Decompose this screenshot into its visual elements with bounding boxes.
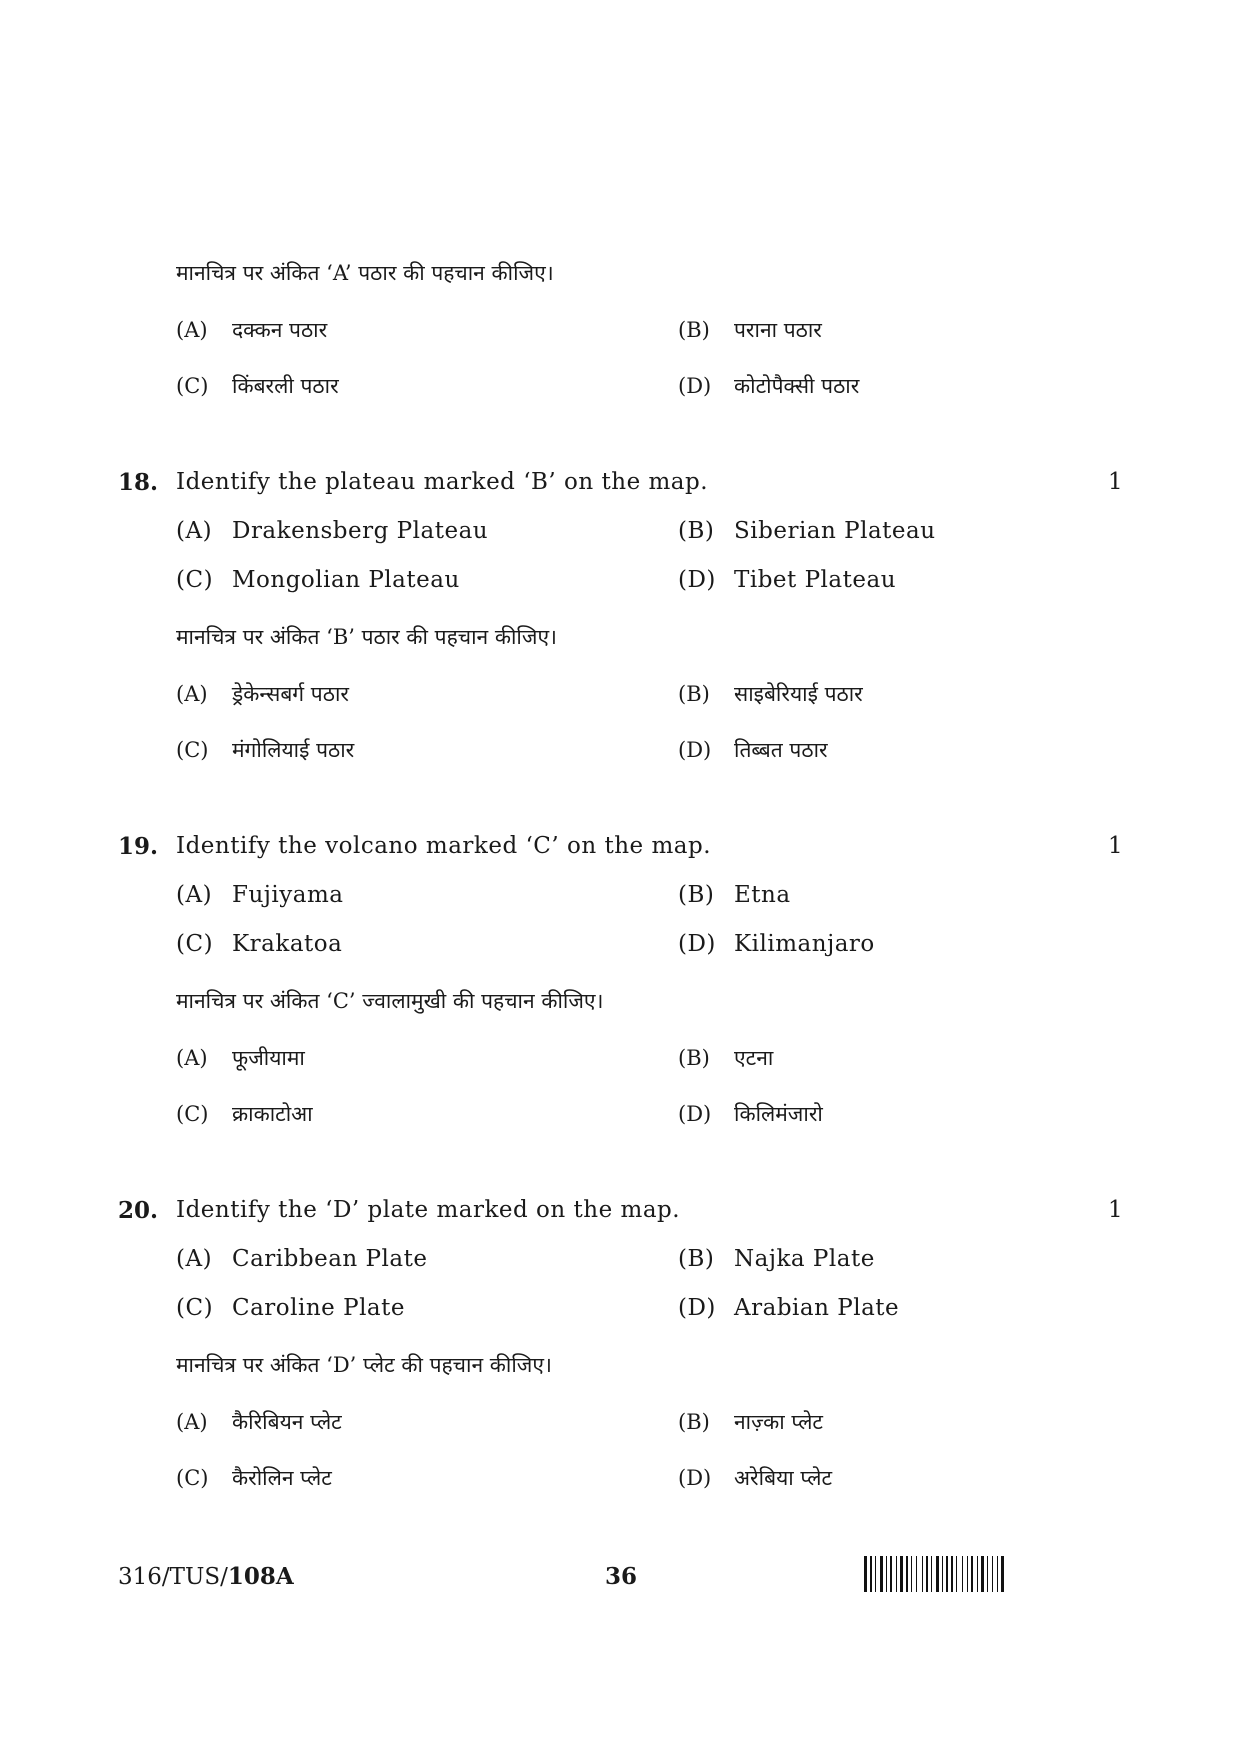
option-text: किंबरली पठार (232, 374, 339, 398)
barcode-bar (877, 1556, 879, 1592)
option-text: Tibet Plateau (734, 567, 897, 593)
q18-hindi-question: मानचित्र पर अंकित ‘B’ पठार की पहचान कीजिए। (176, 625, 558, 649)
paper-code-set: 108A (227, 1563, 294, 1590)
option-text: Najka Plate (734, 1246, 875, 1272)
q20-hindi-question: मानचित्र पर अंकित ‘D’ प्लेट की पहचान कीजिए। (176, 1353, 552, 1377)
barcode-bar (886, 1556, 887, 1592)
barcode-bar (1001, 1556, 1004, 1592)
option-label: (D) (678, 1295, 716, 1321)
q18-english-option-b (678, 518, 936, 544)
barcode-bar (994, 1556, 996, 1592)
option-label: (C) (176, 1295, 214, 1321)
option-label: (D) (678, 374, 712, 398)
q19-english-option-d (678, 931, 875, 957)
barcode-bar (967, 1556, 968, 1592)
option-text: Krakatoa (232, 931, 343, 957)
barcode-bar (942, 1556, 943, 1592)
q19-english-question: Identify the volcano marked ‘C’ on the map. (176, 833, 712, 859)
option-text: किलिमंजारो (734, 1102, 823, 1126)
option-label: (C) (176, 1102, 209, 1126)
q20-english-option-a (176, 1246, 427, 1272)
barcode-bar (940, 1556, 941, 1592)
barcode-bar (868, 1556, 869, 1592)
barcode-bar (962, 1556, 963, 1592)
barcode-bar (904, 1556, 905, 1592)
option-label: (B) (678, 1046, 710, 1070)
option-text: दक्कन पठार (232, 318, 328, 342)
option-label: (B) (678, 1410, 710, 1434)
option-label: (C) (176, 931, 214, 957)
option-label: (C) (176, 567, 214, 593)
option-label: (C) (176, 374, 209, 398)
barcode-bar (969, 1556, 970, 1592)
barcode-bar (956, 1556, 957, 1592)
barcode-bar (922, 1556, 923, 1592)
barcode-bar (987, 1556, 988, 1592)
question-number-20: 20. (118, 1197, 159, 1224)
barcode-bar (884, 1556, 885, 1592)
option-label: (A) (176, 1046, 208, 1070)
option-text: कैरोलिन प्लेट (232, 1466, 332, 1490)
q19-hindi-option-c (176, 1100, 313, 1128)
q18-hindi-option-d (678, 736, 828, 764)
option-text: Caribbean Plate (232, 1246, 428, 1272)
q20-english-option-b (678, 1246, 875, 1272)
paper-code (118, 1563, 294, 1590)
barcode-bar (936, 1556, 939, 1592)
barcode-bar (875, 1556, 876, 1592)
barcode-bar (958, 1556, 961, 1592)
barcode-bar (944, 1556, 945, 1592)
q19-hindi-option-a (176, 1044, 305, 1072)
option-text: Drakensberg Plateau (232, 518, 489, 544)
q18-hindi-option-a (176, 680, 349, 708)
option-text: कोटोपैक्सी पठार (734, 374, 860, 398)
question-number-18: 18. (118, 469, 159, 496)
q19-english-option-b (678, 882, 791, 908)
barcode-bar (964, 1556, 966, 1592)
option-text: Siberian Plateau (734, 518, 936, 544)
q18-english-option-d (678, 567, 896, 593)
option-label: (D) (678, 1466, 712, 1490)
barcode-bar (977, 1556, 978, 1592)
q19-marks: 1 (1108, 833, 1123, 859)
option-text: पराना पठार (734, 318, 822, 342)
barcode-bar (954, 1556, 955, 1592)
barcode-bar (929, 1556, 930, 1592)
page-number: 36 (605, 1563, 638, 1590)
q20-hindi-option-d (678, 1464, 832, 1492)
barcode-bar (898, 1556, 899, 1592)
option-text: कैरिबियन प्लेट (232, 1410, 342, 1434)
q18-hindi-option-b (678, 680, 863, 708)
barcode-bar (893, 1556, 895, 1592)
barcode-bar (913, 1556, 915, 1592)
barcode-bar (909, 1556, 910, 1592)
option-text: एटना (734, 1046, 774, 1070)
option-label: (B) (678, 518, 715, 544)
option-label: (C) (176, 1466, 209, 1490)
question-number-19: 19. (118, 833, 159, 860)
barcode-bar (981, 1556, 984, 1592)
option-label: (A) (176, 1246, 213, 1272)
q20-english-question: Identify the ‘D’ plate marked on the map. (176, 1197, 681, 1223)
barcode-bar (873, 1556, 874, 1592)
barcode-bar (997, 1556, 998, 1592)
barcode-bar (979, 1556, 980, 1592)
q18-english-question: Identify the plateau marked ‘B’ on the map. (176, 469, 709, 495)
option-label: (D) (678, 738, 712, 762)
q20-marks: 1 (1108, 1197, 1123, 1223)
barcode-bar (989, 1556, 991, 1592)
option-label: (B) (678, 682, 710, 706)
option-text: ड्रेकेन्सबर्ग पठार (232, 682, 349, 706)
option-text: तिब्बत पठार (734, 738, 828, 762)
q19-english-option-a (176, 882, 344, 908)
option-text: नाज़्का प्लेट (734, 1410, 824, 1434)
barcode-bar (888, 1556, 889, 1592)
barcode-bar (900, 1556, 903, 1592)
q17-hindi-question: मानचित्र पर अंकित ‘A’ पठार की पहचान कीजिए। (176, 261, 554, 285)
barcode-bar (924, 1556, 925, 1592)
option-text: Caroline Plate (232, 1295, 405, 1321)
barcode-bar (880, 1556, 883, 1592)
barcode-bar (971, 1556, 973, 1592)
option-text: क्राकाटोआ (232, 1102, 313, 1126)
q20-hindi-option-a (176, 1408, 342, 1436)
option-label: (A) (176, 518, 213, 544)
barcode-bar (864, 1556, 867, 1592)
option-text: अरेबिया प्लेट (734, 1466, 833, 1490)
barcode-bar (931, 1556, 932, 1592)
barcode (864, 1556, 1124, 1592)
option-text: Fujiyama (232, 882, 344, 908)
paper-code-prefix: 316/TUS/ (118, 1564, 228, 1590)
barcode-bar (916, 1556, 917, 1592)
option-label: (D) (678, 567, 716, 593)
option-label: (D) (678, 1102, 712, 1126)
barcode-bar (999, 1556, 1000, 1592)
barcode-bar (974, 1556, 976, 1592)
option-label: (A) (176, 318, 208, 342)
option-label: (A) (176, 682, 208, 706)
barcode-bar (933, 1556, 935, 1592)
q18-english-option-c (176, 567, 460, 593)
barcode-bar (985, 1556, 986, 1592)
q19-hindi-option-b (678, 1044, 773, 1072)
option-label: (A) (176, 882, 213, 908)
q20-hindi-option-c (176, 1464, 332, 1492)
q18-marks: 1 (1108, 469, 1123, 495)
q18-hindi-option-c (176, 736, 354, 764)
barcode-bar (918, 1556, 921, 1592)
barcode-bar (992, 1556, 993, 1592)
q18-english-option-a (176, 518, 488, 544)
option-text: मंगोलियाई पठार (232, 738, 355, 762)
option-label: (C) (176, 738, 209, 762)
barcode-bar (1005, 1556, 1007, 1592)
barcode-bar (906, 1556, 908, 1592)
barcode-bar (946, 1556, 948, 1592)
q19-english-option-c (176, 931, 342, 957)
option-text: Kilimanjaro (734, 931, 875, 957)
barcode-bar (951, 1556, 953, 1592)
barcode-bar (890, 1556, 892, 1592)
option-label: (A) (176, 1410, 208, 1434)
q17-hindi-option-a (176, 316, 327, 344)
barcode-bar (926, 1556, 928, 1592)
option-label: (D) (678, 931, 716, 957)
q17-hindi-option-d (678, 372, 859, 400)
barcode-bar (870, 1556, 872, 1592)
option-text: साइबेरियाई पठार (734, 682, 863, 706)
q20-hindi-option-b (678, 1408, 823, 1436)
q19-hindi-question: मानचित्र पर अंकित ‘C’ ज्वालामुखी की पहचान कीजिए। (176, 989, 604, 1013)
q17-hindi-option-b (678, 316, 822, 344)
q19-hindi-option-d (678, 1100, 823, 1128)
option-text: Mongolian Plateau (232, 567, 460, 593)
q20-english-option-d (678, 1295, 899, 1321)
barcode-bar (896, 1556, 897, 1592)
option-label: (B) (678, 882, 715, 908)
option-text: Arabian Plate (734, 1295, 900, 1321)
option-text: फूजीयामा (232, 1046, 305, 1070)
barcode-bar (911, 1556, 912, 1592)
option-label: (B) (678, 1246, 715, 1272)
q20-english-option-c (176, 1295, 405, 1321)
q17-hindi-option-c (176, 372, 339, 400)
option-text: Etna (734, 882, 791, 908)
option-label: (B) (678, 318, 710, 342)
barcode-bar (949, 1556, 950, 1592)
